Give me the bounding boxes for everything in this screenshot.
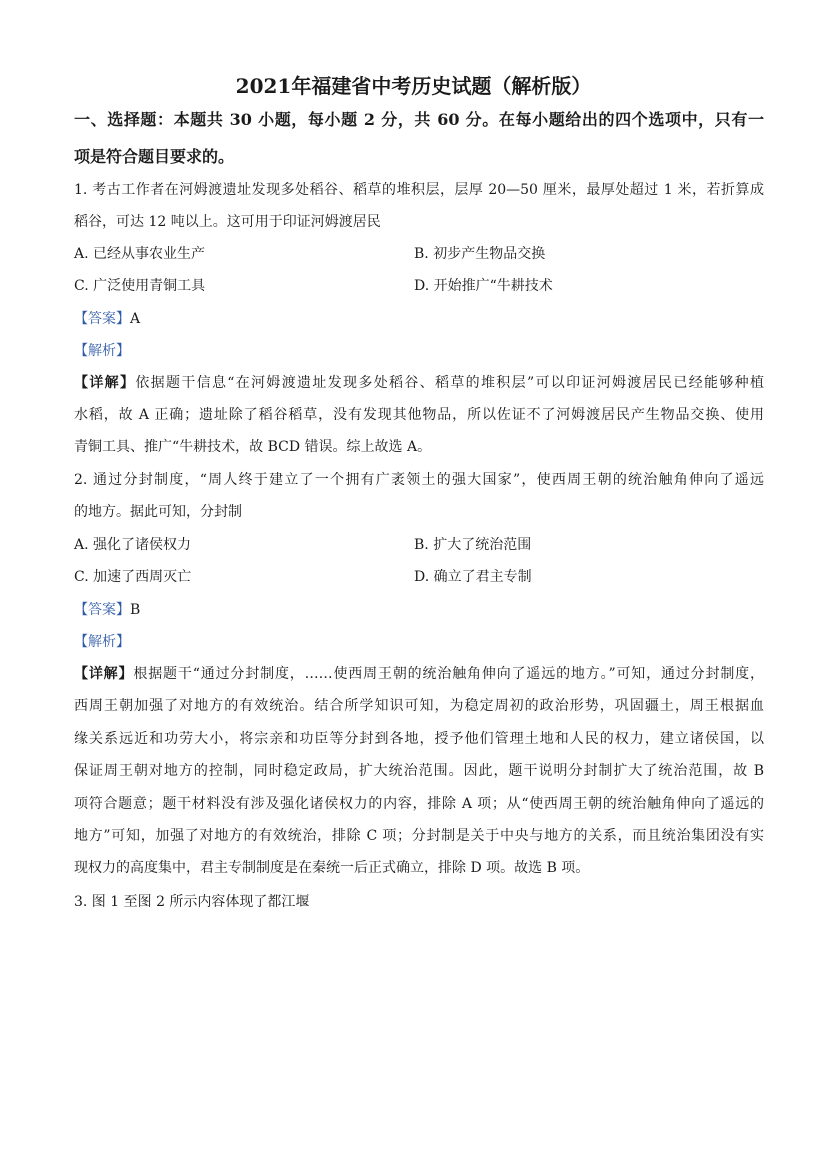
q1-stem-line-1: 1. 考古工作者在河姆渡遗址发现多处稻谷、稻草的堆积层，层厚 20—50 厘米，最厚处超过 1 米，若折算成	[74, 182, 764, 198]
q2-detail-text-1: 根据题干“通过分封制度，……使西周王朝的统治触角伸向了遥远的地方。”可知，通过分封制度，	[133, 666, 765, 682]
section-heading-line-2: 项是符合题目要求的。	[74, 147, 235, 166]
q1-answer-value: A	[130, 311, 141, 327]
q2-detail-line-5: 项符合题意；题干材料没有涉及强化诸侯权力的内容，排除 A 项；从“使西周王朝的统治触角伸向了遥远的	[74, 796, 764, 812]
q2-option-d: D. 确立了君主专制	[414, 569, 532, 585]
q2-answer-value: B	[130, 602, 141, 618]
q3-stem-line-1: 3. 图 1 至图 2 所示内容体现了都江堰	[74, 894, 310, 910]
q2-detail-line-6: 地方”可知，加强了对地方的有效统治，排除 C 项；分封制是关于中央与地方的关系，而且统治集团没有实	[74, 828, 764, 844]
q2-detail-line-4: 保证周王朝对地方的控制，同时稳定政局，扩大统治范围。因此，题干说明分封制扩大了统治范围，故 B	[74, 763, 764, 779]
q2-detail-line-7: 现权力的高度集中，君主专制制度是在秦统一后正式确立，排除 D 项。故选 B 项。	[74, 860, 590, 876]
q1-option-a: A. 已经从事农业生产	[74, 246, 206, 262]
q2-answer-label: 【答案】	[74, 602, 130, 618]
q2-stem-line-1: 2. 通过分封制度，“周人终于建立了一个拥有广袤领土的强大国家”，使西周王朝的统治触角伸向了遥远	[74, 472, 764, 488]
q2-stem-line-2: 的地方。据此可知，分封制	[74, 504, 242, 520]
q2-detail-label: 【详解】	[74, 666, 134, 682]
q1-detail-line-2: 水稻，故 A 正确；遗址除了稻谷稻草，没有发现其他物品，所以佐证不了河姆渡居民产生物品交换、使用	[74, 407, 764, 423]
q2-detail-line-2: 西周王朝加强了对地方的有效统治。结合所学知识可知，为稳定周初的政治形势，巩固疆土，周王根据血	[74, 698, 764, 714]
q2-detail-line-3: 缘关系远近和功劳大小，将宗亲和功臣等分封到各地，授予他们管理土地和人民的权力，建立诸侯国，以	[74, 731, 764, 747]
q2-option-b: B. 扩大了统治范围	[414, 537, 532, 553]
q1-answer-label: 【答案】	[74, 311, 130, 327]
q2-option-a: A. 强化了诸侯权力	[74, 537, 192, 553]
q2-analysis-label	[74, 632, 764, 652]
q1-option-d: D. 开始推广“牛耕技术	[414, 278, 553, 294]
q1-detail-text-1: 依据题干信息“在河姆渡遗址发现多处稻谷、稻草的堆积层”可以印证河姆渡居民已经能够种植	[135, 375, 765, 391]
q1-analysis-label	[74, 341, 764, 361]
q2-detail-line-1	[74, 664, 764, 684]
q1-detail-label: 【详解】	[74, 375, 136, 391]
q1-option-c: C. 广泛使用青铜工具	[74, 278, 206, 294]
q2-answer	[74, 600, 764, 620]
q1-answer	[74, 309, 764, 329]
q1-analysis-label-text: 【解析】	[74, 343, 130, 359]
q2-analysis-label-text: 【解析】	[74, 634, 130, 650]
q1-detail-line-3: 青铜工具、推广“牛耕技术，故 BCD 错误。综上故选 A。	[74, 439, 432, 455]
page-title: 2021年福建省中考历史试题（解析版）	[235, 74, 592, 98]
q1-detail-line-1	[74, 373, 764, 393]
q1-option-b: B. 初步产生物品交换	[414, 246, 546, 262]
section-heading-line-1: 一、选择题：本题共 30 小题，每小题 2 分，共 60 分。在每小题给出的四个选项中，只有一	[74, 110, 764, 129]
q2-option-c: C. 加速了西周灭亡	[74, 569, 192, 585]
q1-stem-line-2: 稻谷，可达 12 吨以上。这可用于印证河姆渡居民	[74, 214, 381, 230]
